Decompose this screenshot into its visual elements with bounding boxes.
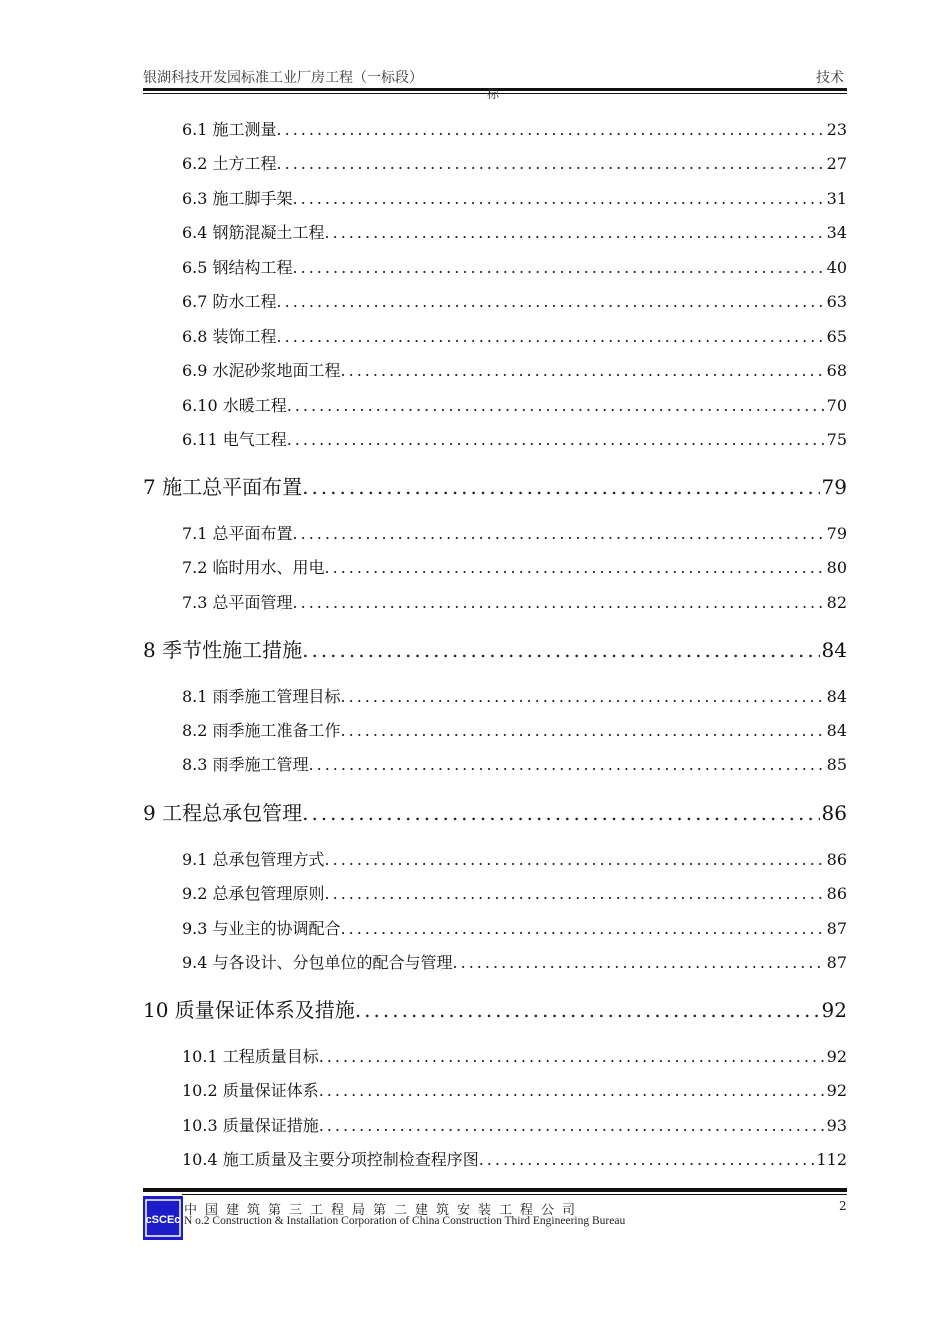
toc-entry[interactable] <box>182 151 847 174</box>
footer-company-cn: 中国建筑第三工程局第二建筑安装工程公司 <box>184 1203 584 1218</box>
toc-entry[interactable] <box>182 427 847 450</box>
toc-entry[interactable] <box>182 752 847 775</box>
toc-entry[interactable] <box>182 916 847 939</box>
toc-entry-title: 9.1 总承包管理方式 <box>182 850 325 869</box>
toc-leader-dots <box>355 998 820 1022</box>
toc-chapter-page: 86 <box>821 801 847 825</box>
footer-rule-thin <box>182 1194 847 1195</box>
company-logo <box>143 1196 183 1240</box>
toc-entry[interactable] <box>182 1147 847 1170</box>
toc-entry-page: 84 <box>826 687 847 706</box>
toc-leader-dots <box>319 1081 825 1100</box>
toc-entry-title: 6.10 水暖工程 <box>182 396 287 415</box>
toc-entry-title: 9.4 与各设计、分包单位的配合与管理 <box>182 953 453 972</box>
toc-leader-dots <box>287 396 825 415</box>
toc-leader-dots <box>302 475 819 499</box>
toc-leader-dots <box>277 327 825 346</box>
toc-leader-dots <box>325 558 825 577</box>
toc-leader-dots <box>341 361 825 380</box>
toc-entry-title: 9.2 总承包管理原则 <box>182 884 325 903</box>
toc-entry-page: 93 <box>826 1116 847 1135</box>
footer-company-en: N o.2 Construction & Installation Corporation of China Construction Third Engineering Bureau <box>184 1215 626 1227</box>
toc-leader-dots <box>325 223 825 242</box>
toc-entry[interactable] <box>182 324 847 347</box>
toc-entry-title: 7.1 总平面布置 <box>182 524 293 543</box>
toc-entry-title: 6.2 土方工程 <box>182 154 277 173</box>
toc-entry-title: 6.9 水泥砂浆地面工程 <box>182 361 341 380</box>
toc-entry-title: 8.1 雨季施工管理目标 <box>182 687 341 706</box>
toc-leader-dots <box>325 884 825 903</box>
toc-entry[interactable] <box>182 289 847 312</box>
toc-leader-dots <box>453 953 825 972</box>
toc-leader-dots <box>277 292 825 311</box>
toc-entry-title: 6.11 电气工程 <box>182 430 287 449</box>
toc-entry[interactable] <box>182 255 847 278</box>
cscec-logo-icon <box>143 1196 183 1240</box>
toc-leader-dots <box>341 687 825 706</box>
toc-entry-page: 68 <box>826 361 847 380</box>
toc-entry[interactable] <box>182 950 847 973</box>
toc-entry-title: 7.3 总平面管理 <box>182 593 293 612</box>
toc-leader-dots <box>293 189 825 208</box>
toc-chapter[interactable] <box>143 797 847 826</box>
toc-entry[interactable] <box>182 847 847 870</box>
header-continuation: 标 <box>487 87 500 101</box>
toc-entry-page: 63 <box>826 292 847 311</box>
toc-entry-title: 6.8 装饰工程 <box>182 327 277 346</box>
toc-entry-title: 6.1 施工测量 <box>182 120 277 139</box>
toc-entry-page: 87 <box>826 919 847 938</box>
toc-entry[interactable] <box>182 393 847 416</box>
toc-entry-page: 86 <box>826 884 847 903</box>
toc-leader-dots <box>302 801 819 825</box>
toc-entry[interactable] <box>182 881 847 904</box>
toc-chapter-title: 7 施工总平面布置 <box>143 475 303 499</box>
toc-leader-dots <box>341 721 825 740</box>
toc-entry[interactable] <box>182 521 847 544</box>
toc-entry-title: 8.2 雨季施工准备工作 <box>182 721 341 740</box>
toc-entry-page: 82 <box>826 593 847 612</box>
toc-leader-dots <box>479 1150 815 1169</box>
toc-entry[interactable] <box>182 555 847 578</box>
toc-leader-dots <box>277 120 825 139</box>
toc-chapter[interactable] <box>143 471 847 500</box>
toc-leader-dots <box>319 1047 825 1066</box>
toc-chapter[interactable] <box>143 994 847 1023</box>
toc-entry-page: 85 <box>826 755 847 774</box>
toc-entry[interactable] <box>182 117 847 140</box>
toc-entry-page: 65 <box>826 327 847 346</box>
toc-entry-page: 34 <box>826 223 847 242</box>
toc-chapter[interactable] <box>143 634 847 663</box>
page-number: 2 <box>839 1199 847 1213</box>
toc-entry[interactable] <box>182 1044 847 1067</box>
toc-entry[interactable] <box>182 186 847 209</box>
toc-chapter-title: 8 季节性施工措施 <box>143 638 303 662</box>
toc-entry-page: 92 <box>826 1081 847 1100</box>
toc-chapter-title: 9 工程总承包管理 <box>143 801 303 825</box>
toc-entry[interactable] <box>182 1078 847 1101</box>
toc-leader-dots <box>309 755 825 774</box>
toc-entry-title: 10.4 施工质量及主要分项控制检查程序图 <box>182 1150 479 1169</box>
toc-entry-page: 23 <box>826 120 847 139</box>
toc-entry[interactable] <box>182 718 847 741</box>
toc-entry-page: 40 <box>826 258 847 277</box>
toc-leader-dots <box>293 593 825 612</box>
toc-entry-page: 87 <box>826 953 847 972</box>
toc-entry[interactable] <box>182 220 847 243</box>
toc-chapter-title: 10 质量保证体系及措施 <box>143 998 355 1022</box>
toc-entry-title: 6.7 防水工程 <box>182 292 277 311</box>
toc-chapter-page: 84 <box>821 638 847 662</box>
toc-entry-title: 10.1 工程质量目标 <box>182 1047 319 1066</box>
toc-leader-dots <box>293 258 825 277</box>
toc-leader-dots <box>319 1116 825 1135</box>
toc-entry-title: 10.2 质量保证体系 <box>182 1081 319 1100</box>
header-right-label: 技术 <box>816 70 844 86</box>
toc-entry-title: 8.3 雨季施工管理 <box>182 755 309 774</box>
toc-entry-page: 86 <box>826 850 847 869</box>
toc-entry-page: 84 <box>826 721 847 740</box>
toc-leader-dots <box>341 919 825 938</box>
toc-leader-dots <box>302 638 819 662</box>
toc-entry-page: 27 <box>826 154 847 173</box>
toc-entry[interactable] <box>182 1113 847 1136</box>
toc-entry-page: 70 <box>826 396 847 415</box>
toc-chapter-page: 92 <box>821 998 847 1022</box>
toc-entry[interactable] <box>182 358 847 381</box>
toc-entry-page: 31 <box>826 189 847 208</box>
toc-entry-page: 92 <box>826 1047 847 1066</box>
header-title: 银湖科技开发园标准工业厂房工程（一标段） <box>143 70 423 86</box>
toc-entry-title: 9.3 与业主的协调配合 <box>182 919 341 938</box>
toc-entry-page: 75 <box>826 430 847 449</box>
toc-entry-title: 6.3 施工脚手架 <box>182 189 293 208</box>
toc-entry[interactable] <box>182 590 847 613</box>
toc-entry-title: 6.5 钢结构工程 <box>182 258 293 277</box>
toc-leader-dots <box>287 430 825 449</box>
toc-leader-dots <box>325 850 825 869</box>
toc-leader-dots <box>293 524 825 543</box>
footer-rule <box>143 1188 847 1192</box>
toc-entry-title: 6.4 钢筋混凝土工程 <box>182 223 325 242</box>
toc-entry-title: 7.2 临时用水、用电 <box>182 558 325 577</box>
toc-entry-page: 79 <box>826 524 847 543</box>
toc-chapter-page: 79 <box>821 475 847 499</box>
toc-entry[interactable] <box>182 684 847 707</box>
toc-entry-page: 112 <box>816 1150 847 1169</box>
logo-text: cSCEc <box>145 1214 181 1226</box>
toc-leader-dots <box>277 154 825 173</box>
toc-entry-page: 80 <box>826 558 847 577</box>
toc-entry-title: 10.3 质量保证措施 <box>182 1116 319 1135</box>
